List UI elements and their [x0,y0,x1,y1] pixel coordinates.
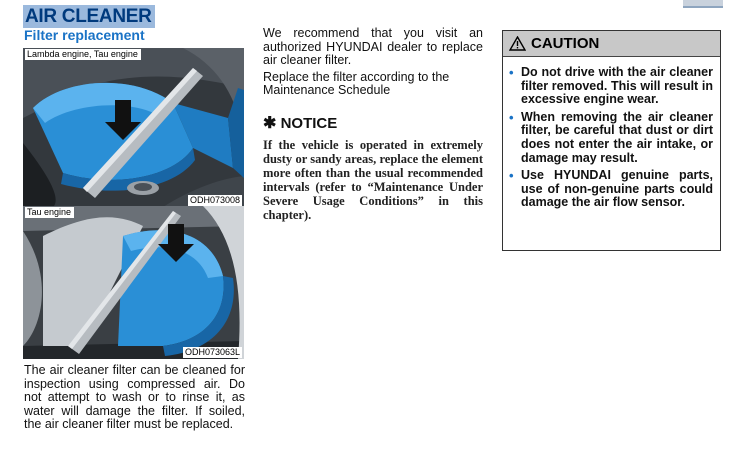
caution-header [503,31,720,57]
caution-list [503,57,720,210]
bullet-icon: • [509,168,514,184]
engine-photo-lambda-tau [23,48,244,207]
caution-title: CAUTION [531,35,600,52]
caution-item: • When removing the air cleaner filter, be careful that dust or dirt does not enter the air intake, or damage may result. [509,109,713,165]
notice-heading [263,115,483,132]
caution-box [502,30,721,251]
warning-triangle-icon [509,36,526,51]
page-corner-tab [683,0,723,8]
notice-star-icon: ✱ [263,114,277,132]
middle-column [263,27,483,222]
cleaning-paragraph: The air cleaner filter can be cleaned for inspection using compressed air. Do not attempt to wash or to rinse it, as water will damage the filter. If soiled, the air cleaner filter must be replaced. [24,363,245,432]
engine-bay-illustration [23,48,244,207]
dealer-paragraph: We recommend that you visit an authorized HYUNDAI dealer to replace air cleaner filter. [263,26,483,68]
photo-caption: Tau engine [25,207,74,218]
subsection-title: Filter replacement [24,27,145,43]
bullet-icon: • [509,109,514,125]
photo-code: ODH073063L [184,347,240,357]
photo-code: ODH073008 [189,195,240,205]
photo-caption: Lambda engine, Tau engine [25,49,141,60]
caution-item: • Use HYUNDAI genuine parts, use of non-genuine parts could damage the air flow sensor. [509,168,713,210]
schedule-paragraph: Replace the filter according to the Maintenance Schedule [263,69,450,98]
caution-item: • Do not drive with the air cleaner filter removed. This will result in excessive engine wear. [509,65,713,107]
notice-title: NOTICE [280,114,338,132]
bullet-icon: • [509,65,514,80]
notice-body: If the vehicle is operated in extremely dusty or sandy areas, replace the element more often than the usual recommended intervals (refer to “Maintenance Under Severe Usage Conditions” in this chapter). [263,137,483,222]
engine-photo-tau [23,206,244,359]
section-title: AIR CLEANER [23,5,155,28]
engine-bay-illustration [23,206,244,359]
